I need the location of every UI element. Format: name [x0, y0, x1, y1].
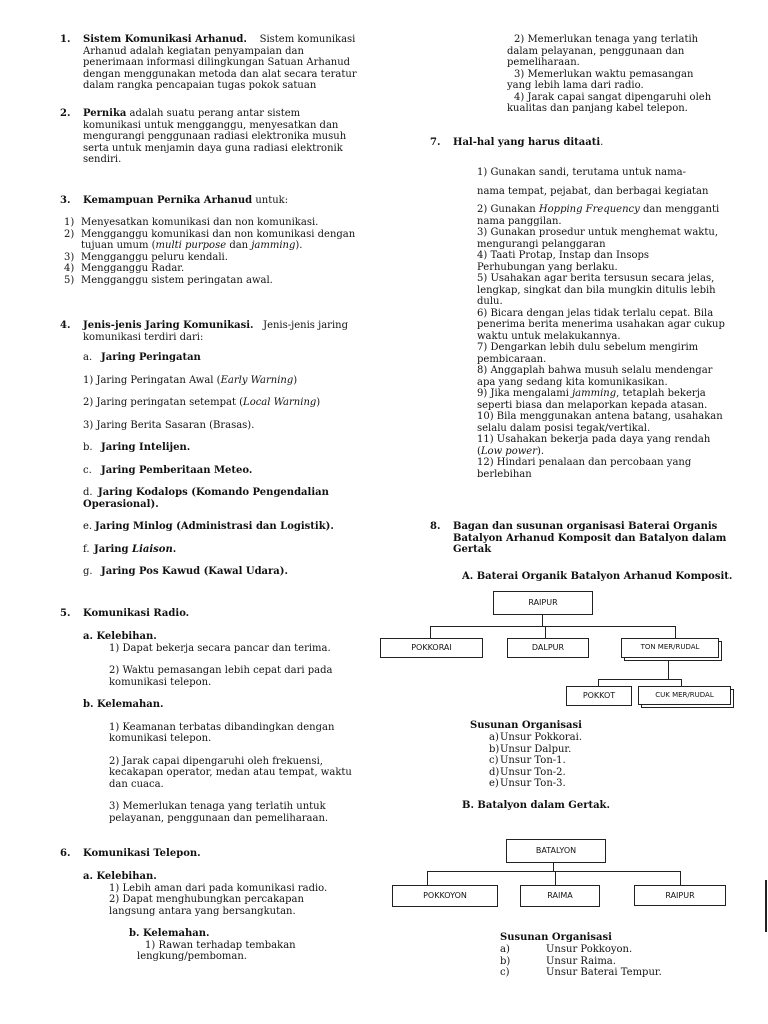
- item-letter: a.: [83, 352, 93, 363]
- text-line: 7) Dengarkan lebih dulu sebelum mengirim: [477, 342, 699, 353]
- list-item: Unsur Pokkoyon.: [546, 944, 633, 955]
- list-number: c): [500, 967, 510, 978]
- section-number: 2.: [60, 108, 71, 119]
- text-line: Sistem komunikasi: [259, 34, 356, 45]
- text-line: mengurangi pelanggaran: [477, 238, 606, 250]
- item-letter: f.: [83, 543, 90, 555]
- list-number: 3): [64, 251, 75, 263]
- list-number: a): [500, 944, 510, 955]
- text-line: 3) Memerlukan tenaga yang terlatih untuk: [109, 801, 326, 812]
- section-title: Sistem Komunikasi Arhanud.: [83, 34, 247, 45]
- text-line: 8) Anggaplah bahwa musuh selalu mendengar: [477, 365, 713, 376]
- text-line: apa yang sedang kita komunikasikan.: [477, 376, 668, 388]
- section-title: Komunikasi Radio.: [83, 608, 190, 619]
- section-number: 8.: [430, 521, 441, 532]
- connector-line: [430, 626, 676, 627]
- text-line: 1) Dapat bekerja secara pancar dan terima.: [109, 642, 331, 654]
- text-line: sendiri.: [83, 154, 122, 165]
- list-item: Unsur Raima.: [546, 955, 616, 967]
- edge-marker-line: [765, 880, 767, 932]
- text-line: 2) Memerlukan tenaga yang terlatih: [514, 34, 699, 45]
- item-letter: e.: [83, 521, 93, 532]
- text-line: 3) Memerlukan waktu pemasangan: [514, 68, 694, 80]
- text-line: 6) Bicara dengan jelas tidak terlalu cepat. Bila: [477, 307, 714, 319]
- text-line: seperti biasa dan melaporkan kepada atasan.: [477, 399, 708, 411]
- text-line: pembicaraan.: [477, 353, 547, 365]
- section-title: Kemampuan Pernika Arhanud: [83, 195, 253, 206]
- section-4-items: [83, 352, 373, 578]
- list-item: Menyesatkan komunikasi dan non komunikasi.: [81, 217, 319, 228]
- text-line: 3) Gunakan prosedur untuk menghemat waktu,: [477, 227, 719, 238]
- susunan-list-a: [489, 732, 639, 790]
- item-letter: c.: [83, 464, 92, 476]
- text-line: nama tempat, pejabat, dan berbagai kegiatan: [477, 185, 709, 197]
- text-line: kualitas dan panjang kabel telepon.: [507, 103, 688, 114]
- item-letter: b.: [83, 442, 93, 453]
- text-line: pelayanan, penggunaan dan pemeliharaan.: [109, 812, 329, 824]
- org-box-ton-mer-rudal: TON MER/RUDAL: [621, 638, 719, 658]
- text-line: 2) Jarak capai dipengaruhi oleh frekuensi,: [109, 755, 323, 767]
- list-item: Unsur Dalpur.: [500, 743, 572, 755]
- list-item: Unsur Ton-3.: [500, 778, 566, 789]
- list-item: dan: [226, 240, 252, 251]
- section-title: Gertak: [453, 544, 492, 555]
- text-line: ).: [537, 445, 545, 457]
- text-line: Arhanud adalah kegiatan penyampaian dan: [83, 45, 304, 57]
- section-7: [430, 137, 730, 149]
- text-line: mengurangi penggunaan radiasi elektronika musuh: [83, 131, 347, 142]
- list-number: a): [489, 732, 499, 743]
- text-line: Jenis-jenis jaring: [263, 320, 348, 331]
- section-title-suffix: untuk:: [255, 195, 289, 206]
- section-4: [60, 320, 360, 343]
- list-item: Mengganggu peluru kendali.: [81, 251, 228, 263]
- text-line: dengan menggunakan metoda dan alat secara teratur: [83, 68, 357, 80]
- item-title: Jaring Intelijen.: [101, 442, 191, 453]
- text-line: (: [477, 445, 481, 457]
- section-number: 3.: [60, 195, 71, 206]
- text-line: komunikasi untuk mengganggu, menyesatkan dan: [83, 119, 339, 131]
- text-line: 2) Waktu pemasangan lebih cepat dari pada: [109, 665, 333, 676]
- connector-line: [675, 626, 676, 638]
- item-title: Jaring: [94, 543, 133, 555]
- telephone-weakness-continued: [507, 34, 732, 115]
- italic-term: Local Warning: [243, 397, 317, 408]
- org-box-dalpur: DALPUR: [507, 638, 589, 658]
- org-box-batalyon: BATALYON: [506, 839, 606, 863]
- text-line: selalu dalam posisi tegak/vertikal.: [477, 422, 651, 434]
- text-line: komunikasi terdiri dari:: [83, 331, 204, 343]
- connector-line: [598, 679, 682, 680]
- text-line: dalam rangka pencapaian tugas pokok satuan: [83, 80, 317, 91]
- section-number: 4.: [60, 320, 71, 331]
- list-item: Unsur Ton-1.: [500, 755, 566, 766]
- susunan-list-b: [500, 944, 700, 979]
- text-line: lengkap, singkat dan bila mungkin ditulis lebih: [477, 284, 716, 296]
- section-5-body: [83, 631, 361, 824]
- section-number: 1.: [60, 34, 71, 45]
- text-line: dan cuaca.: [109, 778, 164, 790]
- text-line: kecakapan operator, medan atau tempat, waktu: [109, 767, 352, 778]
- section-5: [60, 608, 365, 620]
- text-line: 1) Keamanan terbatas dibandingkan dengan: [109, 721, 335, 733]
- section-6-body: [83, 871, 363, 963]
- connector-line: [555, 871, 556, 885]
- item-title: Jaring Peringatan: [101, 352, 201, 363]
- org-box-raima: RAIMA: [520, 885, 600, 907]
- list-number: 4): [64, 263, 75, 274]
- connector-line: [598, 679, 599, 686]
- connector-line: [427, 871, 428, 885]
- section-title: Komunikasi Telepon.: [83, 848, 201, 859]
- list-number: 1): [64, 217, 75, 228]
- text-line: 1) Gunakan sandi, terutama untuk nama-: [477, 167, 686, 178]
- italic-term: Hopping Frequency: [538, 204, 640, 215]
- section-7-list: [477, 167, 731, 480]
- connector-line: [553, 862, 554, 871]
- org-box-raipur: RAIPUR: [493, 591, 593, 615]
- text-line: pemeliharaan.: [507, 57, 580, 68]
- list-item: ).: [295, 240, 303, 251]
- text-line: , tetaplah bekerja: [616, 388, 706, 399]
- section-title: Pernika: [83, 108, 127, 119]
- section-8: [430, 521, 732, 556]
- section-title: Bagan dan susunan organisasi Baterai Organis: [453, 521, 718, 532]
- sub-item: ): [316, 397, 321, 408]
- text-line: dalam pelayanan, penggunaan dan: [507, 45, 685, 57]
- list-number: 5): [64, 274, 75, 286]
- text-line: 10) Bila menggunakan antena batang, usahakan: [477, 411, 723, 422]
- org-box-raipur-b: RAIPUR: [634, 885, 726, 906]
- sub-item: 1) Jaring Peringatan Awal (: [83, 374, 221, 386]
- list-number: b): [489, 743, 500, 755]
- subsection-title: b. Kelemahan.: [129, 928, 210, 939]
- text-line: 1) Rawan terhadap tembakan: [145, 939, 296, 951]
- list-item: Unsur Ton-2.: [500, 766, 566, 778]
- item-title: Operasional).: [83, 498, 159, 510]
- text-line: komunikasi telepon.: [109, 676, 212, 688]
- sub-item: ): [293, 374, 298, 386]
- subsection-a-title: A. Baterai Organik Batalyon Arhanud Komposit.: [462, 571, 733, 582]
- text-line: langsung antara yang bersangkutan.: [109, 905, 296, 917]
- section-2: [60, 108, 360, 166]
- item-title: Jaring Pos Kawud (Kawal Udara).: [101, 566, 289, 577]
- italic-term: Liaison: [132, 543, 173, 555]
- text-line: nama panggilan.: [477, 215, 562, 227]
- list-item: Unsur Baterai Tempur.: [546, 967, 662, 978]
- italic-term: Early Warning: [220, 374, 294, 386]
- section-title: Jenis-jenis Jaring Komunikasi.: [83, 320, 254, 331]
- text-line: lengkung/pemboman.: [137, 951, 247, 962]
- subsection-title: a. Kelebihan.: [83, 871, 157, 882]
- list-item: tujuan umum (: [81, 240, 156, 251]
- list-item: Mengganggu Radar.: [81, 263, 185, 274]
- connector-line: [430, 626, 431, 638]
- item-title: Jaring Minlog (Administrasi dan Logistik).: [95, 521, 334, 532]
- susunan-organisasi-a: Susunan Organisasi: [470, 720, 582, 731]
- list-item: Mengganggu sistem peringatan awal.: [81, 274, 273, 286]
- text-line: dan mengganti: [639, 204, 720, 215]
- text-line: 9) Jika mengalami: [477, 388, 573, 399]
- connector-line: [681, 679, 682, 686]
- italic-term: jamming: [251, 240, 296, 251]
- section-title: Hal-hal yang harus ditaati: [453, 137, 601, 148]
- text-line: waktu untuk melakukannya.: [477, 330, 621, 342]
- org-box-cuk-mer-rudal: CUK MER/RUDAL: [638, 686, 731, 705]
- text-line: 12) Hindari penalaan dan percobaan yang: [477, 457, 692, 468]
- list-number: b): [500, 955, 511, 967]
- section-1: [60, 34, 360, 92]
- italic-term: jamming: [572, 388, 617, 399]
- item-title: Jaring Pemberitaan Meteo.: [101, 464, 253, 476]
- connector-line: [542, 614, 543, 626]
- subsection-title: a. Kelebihan.: [83, 631, 157, 642]
- list-number: d): [489, 766, 500, 778]
- text-line: 5) Usahakan agar berita tersusun secara jelas,: [477, 273, 715, 284]
- susunan-organisasi-b: Susunan Organisasi: [500, 932, 612, 943]
- section-title: .: [600, 137, 604, 148]
- text-line: 4) Jarak capai sangat dipengaruhi oleh: [514, 91, 712, 103]
- connector-line: [545, 626, 546, 638]
- subsection-title: b. Kelemahan.: [83, 699, 164, 710]
- text-line: penerimaan informasi dilingkungan Satuan Arhanud: [83, 57, 351, 68]
- sub-item: 2) Jaring peringatan setempat (: [83, 397, 244, 408]
- connector-line: [680, 871, 681, 885]
- item-title: .: [172, 543, 177, 555]
- text-line: serta untuk menjamin daya guna radiasi elektronik: [83, 142, 343, 154]
- list-number: e): [489, 778, 499, 789]
- item-letter: d.: [83, 487, 93, 498]
- subsection-b-title: B. Batalyon dalam Gertak.: [462, 800, 610, 811]
- text-line: komunikasi telepon.: [109, 733, 212, 744]
- section-3-list: [64, 217, 369, 286]
- sub-item: 3) Jaring Berita Sasaran (Brasas).: [83, 419, 255, 431]
- section-6: [60, 848, 365, 860]
- org-box-pokkot: POKKOT: [566, 686, 632, 706]
- list-number: 2): [64, 228, 75, 240]
- text-line: berlebihan: [477, 468, 532, 480]
- org-box-pokkoyon: POKKOYON: [392, 885, 498, 907]
- org-box-pokkorai: POKKORAI: [380, 638, 483, 658]
- section-number: 7.: [430, 137, 441, 148]
- text-line: 4) Taati Protap, Instap dan Insops: [477, 250, 650, 261]
- section-number: 6.: [60, 848, 71, 859]
- text-line: adalah suatu perang antar sistem: [129, 108, 301, 119]
- connector-line: [668, 660, 669, 679]
- text-line: dulu.: [477, 296, 503, 307]
- item-title: Jaring Kodalops (Komando Pengendalian: [98, 487, 329, 498]
- text-line: Perhubungan yang berlaku.: [477, 261, 618, 273]
- item-letter: g.: [83, 566, 93, 577]
- text-line: 2) Gunakan: [477, 204, 539, 215]
- italic-term: multi purpose: [155, 240, 227, 251]
- connector-line: [427, 871, 681, 872]
- section-title: Batalyon Arhanud Komposit dan Batalyon dalam: [453, 532, 727, 544]
- list-item: Mengganggu komunikasi dan non komunikasi dengan: [81, 228, 356, 240]
- text-line: 11) Usahakan bekerja pada daya yang rendah: [477, 434, 711, 445]
- section-3: [60, 195, 365, 207]
- section-number: 5.: [60, 608, 71, 619]
- text-line: 1) Lebih aman dari pada komunikasi radio.: [109, 882, 328, 894]
- text-line: yang lebih lama dari radio.: [507, 80, 644, 91]
- list-item: Unsur Pokkorai.: [500, 732, 583, 743]
- italic-term: Low power: [480, 445, 537, 457]
- text-line: 2) Dapat menghubungkan percakapan: [109, 894, 304, 905]
- text-line: penerima berita menerima usahakan agar cukup: [477, 319, 725, 330]
- list-number: c): [489, 755, 499, 766]
